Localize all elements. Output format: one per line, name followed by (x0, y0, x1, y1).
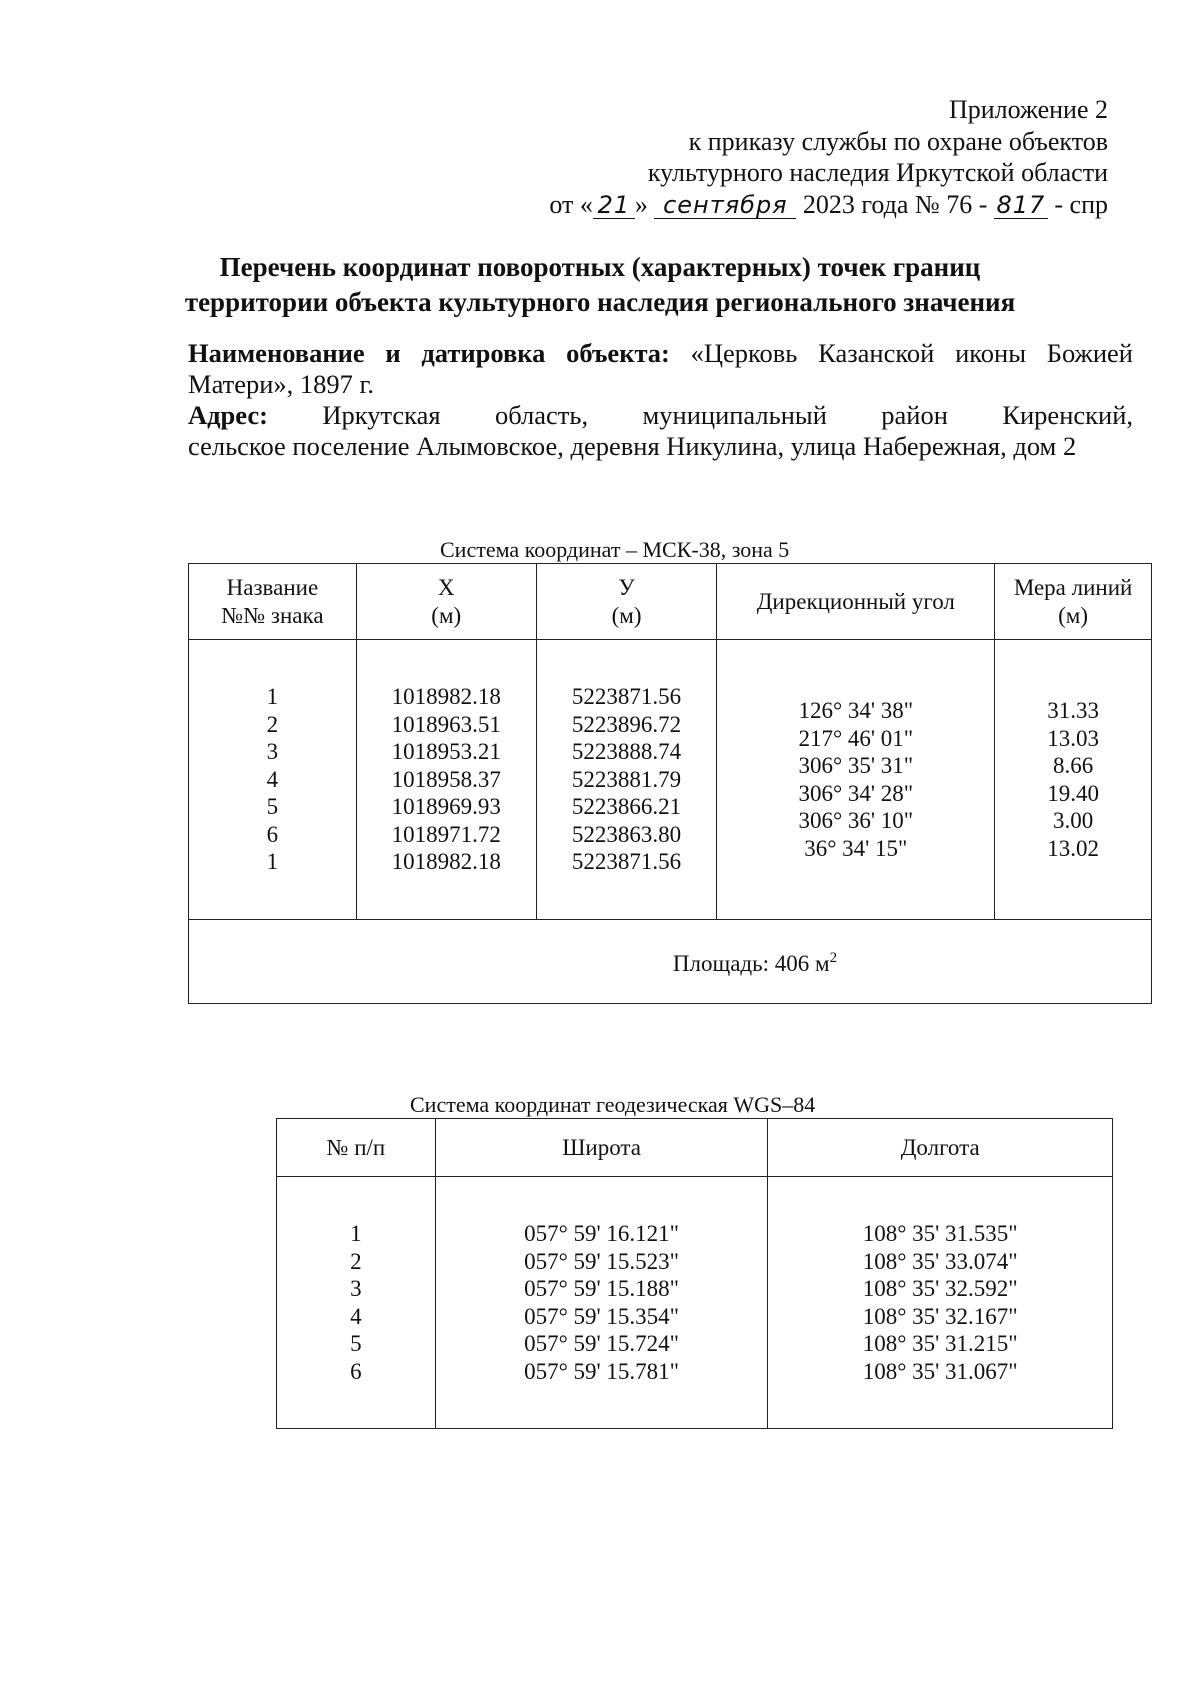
handwritten-day: 21 (593, 192, 635, 219)
length-value: 13.02 (1047, 835, 1099, 861)
header-length: Мера линий (м) (995, 564, 1152, 640)
point-number: 1 (266, 684, 279, 710)
appendix-header (549, 94, 1108, 220)
title-line-2: территории объекта культурного наследия регионального значения (184, 287, 1016, 317)
x-column (356, 640, 536, 920)
year-and-order: 2023 года № 76 - (802, 189, 988, 219)
longitude-value: 108° 35' 31.215" (862, 1331, 1018, 1356)
point-number: 1 (266, 849, 279, 875)
y-value: 5223866.21 (571, 794, 682, 820)
y-value: 5223896.72 (571, 711, 682, 737)
x-value: 1018953.21 (391, 739, 501, 765)
table1-header-row (189, 564, 1152, 640)
address-part-1: Иркутская область, муниципальный район Киренский, (322, 400, 1134, 430)
angle-value: 126° 34' 38" (798, 698, 914, 723)
header-latitude: Широта (435, 1119, 768, 1177)
table1-caption: Система координат – МСК-38, зона 5 (440, 537, 790, 562)
latitude-value: 057° 59' 15.724" (524, 1331, 680, 1356)
y-value: 5223871.56 (571, 684, 682, 710)
point-number: 2 (266, 711, 279, 737)
longitude-value: 108° 35' 32.167" (862, 1303, 1018, 1329)
wgs-point-number: 5 (350, 1331, 362, 1356)
handwritten-order-number: 817 (994, 192, 1048, 219)
latitude-value: 057° 59' 15.354" (524, 1303, 680, 1329)
header-x: X (м) (356, 564, 536, 640)
angle-column (717, 640, 995, 920)
table2-caption: Система координат геодезическая WGS–84 (410, 1092, 816, 1117)
address-line-1 (188, 400, 1133, 431)
object-name-value-2: Матери», 1897 г. (188, 369, 375, 399)
table1-data-row (189, 640, 1152, 920)
y-value: 5223871.56 (571, 849, 682, 875)
object-name-value-1: «Церковь Казанской иконы Божией (690, 338, 1133, 368)
msk-coordinates-table (188, 563, 1152, 1004)
x-value: 1018971.72 (391, 821, 501, 847)
angle-value: 306° 34' 28" (798, 780, 914, 806)
latitude-value: 057° 59' 15.523" (524, 1248, 680, 1274)
angle-value: 306° 35' 31" (798, 753, 914, 778)
angle-value: 306° 36' 10" (798, 808, 914, 833)
table1-area-row (189, 920, 1152, 1004)
length-value: 31.33 (1047, 698, 1099, 723)
header-point-name: Название №№ знака (189, 564, 357, 640)
longitude-column (768, 1177, 1113, 1429)
x-value: 1018958.37 (391, 766, 501, 792)
latitude-column (435, 1177, 768, 1429)
appendix-order-ref: к приказу службы по охране объектов (688, 126, 1108, 156)
point-number: 3 (266, 739, 279, 765)
y-value: 5223881.79 (571, 766, 682, 792)
latitude-value: 057° 59' 16.121" (524, 1221, 680, 1246)
appendix-title: Приложение 2 (948, 95, 1108, 124)
longitude-value: 108° 35' 33.074" (862, 1248, 1018, 1274)
length-value: 3.00 (1052, 808, 1094, 833)
address-label: Адрес: (188, 400, 268, 430)
length-value: 19.40 (1047, 780, 1099, 806)
wgs-points-column (277, 1177, 436, 1429)
date-prefix: от « (549, 189, 593, 219)
area-label: Площадь: 406 м (672, 951, 830, 977)
wgs-point-number: 3 (350, 1276, 362, 1301)
header-y: У (м) (536, 564, 717, 640)
length-value: 8.66 (1052, 753, 1094, 778)
x-value: 1018982.18 (391, 849, 501, 875)
point-number: 4 (266, 766, 279, 792)
area-cell (189, 920, 1152, 1004)
x-value: 1018969.93 (391, 794, 501, 820)
longitude-value: 108° 35' 32.592" (862, 1276, 1018, 1301)
longitude-value: 108° 35' 31.067" (862, 1358, 1018, 1384)
header-longitude: Долгота (768, 1119, 1113, 1177)
wgs-point-number: 6 (350, 1358, 362, 1384)
y-column (536, 640, 717, 920)
points-column (189, 640, 357, 920)
latitude-value: 057° 59' 15.781" (524, 1358, 680, 1384)
length-column (995, 640, 1152, 920)
object-name-line (188, 338, 1133, 369)
table2-data-row (277, 1177, 1113, 1429)
object-description (188, 338, 1133, 462)
x-value: 1018963.51 (391, 711, 501, 737)
y-value: 5223888.74 (571, 739, 682, 765)
wgs-point-number: 2 (350, 1248, 362, 1274)
longitude-value: 108° 35' 31.535" (862, 1221, 1018, 1246)
latitude-value: 057° 59' 15.188" (524, 1276, 680, 1301)
handwritten-month: сентября (654, 192, 796, 219)
object-name-label: Наименование и датировка объекта: (188, 338, 670, 368)
address-line-2: сельское поселение Алымовское, деревня Никулина, улица Набережная, дом 2 (188, 431, 1077, 461)
header-num: № п/п (277, 1119, 436, 1177)
point-number: 5 (266, 794, 279, 820)
y-value: 5223863.80 (571, 821, 682, 847)
angle-value: 217° 46' 01" (798, 725, 914, 751)
wgs-point-number: 4 (350, 1303, 362, 1329)
appendix-date-line (549, 189, 1108, 221)
title-line-1: Перечень координат поворотных (характерных) точек границ (219, 252, 981, 282)
document-title (0, 250, 1200, 320)
x-value: 1018982.18 (391, 684, 501, 710)
table2-header-row (277, 1119, 1113, 1177)
order-suffix: - спр (1054, 189, 1108, 219)
area-unit-superscript: 2 (829, 950, 838, 967)
header-angle: Дирекционный угол (717, 564, 995, 640)
appendix-authority: культурного наследия Иркутской области (647, 158, 1108, 187)
length-value: 13.03 (1047, 725, 1099, 751)
point-number: 6 (266, 821, 279, 847)
date-close-quote: » (634, 189, 648, 219)
angle-value: 36° 34' 15" (804, 835, 908, 861)
wgs84-coordinates-table (276, 1118, 1113, 1429)
wgs-point-number: 1 (350, 1221, 362, 1246)
